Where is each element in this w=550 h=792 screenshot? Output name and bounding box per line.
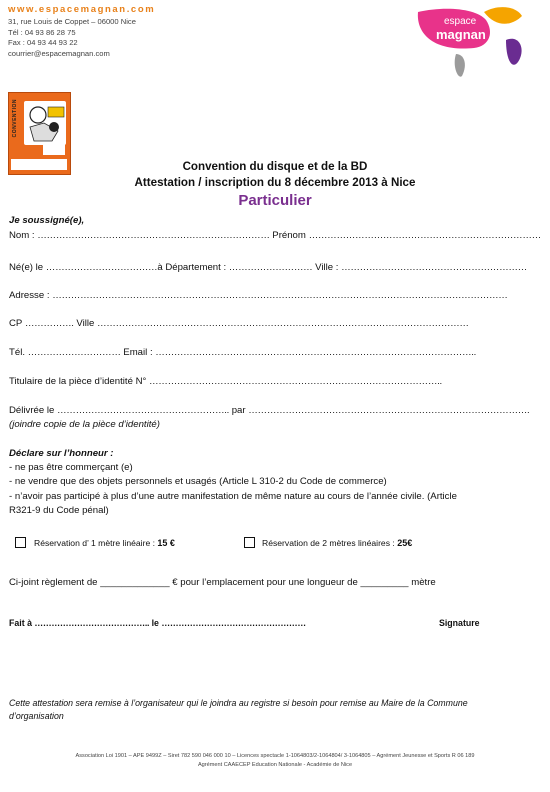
adresse-label: Adresse : [9,290,53,301]
reglement-label-2: € pour l’emplacement pour une longueur de [169,577,361,588]
departement-label: à Département : [157,262,229,273]
tel-email-row [9,347,476,358]
reservation-2m-label [262,538,412,548]
fait-a-label: Fait à [9,618,35,628]
cp-ville-field[interactable]: ………………………………………………………………………………………………………… [96,318,469,329]
email-label: Email : [120,347,156,358]
reservation-1m-checkbox[interactable] [15,537,26,548]
logo-gray-drop [455,54,465,77]
reservation-1m-label [34,538,175,548]
declare-heading: Déclare sur l’honneur : [9,448,114,459]
website-url[interactable]: www.espacemagnan.com [8,4,156,15]
nom-field[interactable]: ………………………………………………………………… [37,230,270,241]
doc-subtitle: Attestation / inscription du 8 décembre 2013 à Nice [134,176,416,189]
delivree-row [9,405,529,416]
reglement-row [9,577,436,588]
departement-field[interactable]: ……………………… [228,262,313,273]
je-soussigne-heading: Je soussigné(e), [9,215,85,226]
fait-a-field[interactable]: ………………………………….. [34,618,150,628]
honneur-item: - n’avoir pas participé à plus d’une autre manifestation de même nature au cours de l’année civile. (Article [9,491,457,502]
tel-text: Tél : 04 93 86 28 75 [8,27,76,37]
ville-label: Ville : [312,262,342,273]
naissance-row [9,262,527,273]
adresse-row [9,290,508,301]
piece-identite-field[interactable]: ………………………………………………………………………………….. [149,376,442,387]
tel-field[interactable]: ………………………… [27,347,121,358]
logo-wordmark [420,13,486,47]
reservation-1m-price: 15 € [157,538,175,548]
address-text: 31, rue Louis de Coppet – 06000 Nice [8,17,136,26]
honneur-item: - ne vendre que des objets personnels et usagés (Article L 310-2 du Code de commerce) [9,476,387,487]
contact-block [8,17,136,59]
reglement-label: Ci-joint règlement de [9,577,101,588]
poster-drawing [24,101,66,145]
notice-text: d’organisation [9,711,64,721]
fait-le-field[interactable]: …………………………………………… [161,618,306,628]
adresse-field[interactable]: ………………………………………………………………………………………………………………………………… [52,290,508,301]
prenom-field[interactable]: ………………………………………………………………… [308,230,541,241]
reservation-2m-text: Réservation de 2 mètres linéaires : [262,538,398,548]
ville-field[interactable]: …………………………………………………… [341,262,527,273]
date-naissance-field[interactable]: ……………………………… [45,262,158,273]
cp-ville-label: Ville [73,318,97,329]
longueur-field[interactable]: _________ [360,577,409,588]
doc-category: Particulier [238,192,312,209]
doc-title: Convention du disque et de la BD [182,160,368,173]
honneur-item: - ne pas être commerçant (e) [9,462,133,473]
prenom-label: Prénom [269,230,309,241]
cp-label: CP [9,318,25,329]
signature-label: Signature [439,618,480,628]
logo-line2: magnan [436,27,486,42]
poster-illustration [24,101,66,145]
footer-line2: Agrément CAAECEP Education Nationale - Académie de Nice [197,762,353,768]
logo-orange-leaf [484,7,522,24]
delivree-date-field[interactable]: ……………………………………………….. [57,405,230,416]
nele-label: Né(e) le [9,262,46,273]
reglement-label-3: mètre [408,577,436,588]
cp-ville-row [9,318,469,329]
poster-side-text: CONVENTION [12,99,18,138]
reservation-2m-checkbox[interactable] [244,537,255,548]
piece-identite-row [9,376,442,387]
reservation-1m-text: Réservation d’ 1 mètre linéaire : [34,538,158,548]
joindre-note: (joindre copie de la pièce d’identité) [9,419,160,430]
poster-date-box [43,143,65,155]
email-text[interactable]: courrier@espacemagnan.com [8,48,110,58]
logo-purple-drop [506,39,522,65]
footer-line1: Association Loi 1901 – APE 9499Z – Siret 782 590 046 000 10 – Licences spectacle 1-1064803/2-1064804/ 3-1064805 – Agrément Jeunesse et Sports R 06 189 [75,753,475,759]
par-label: par [229,405,249,416]
email-field[interactable]: ………………………………………………………………………………………….. [155,347,477,358]
nom-prenom-row [9,230,541,241]
cp-field[interactable]: ……………. [24,318,74,329]
delivree-label: Délivrée le [9,405,57,416]
tel-label: Tél. [9,347,28,358]
le-label: le [149,618,162,628]
logo-line1: espace [444,16,477,27]
nom-label: Nom : [9,230,38,241]
espace-magnan-logo [414,4,528,82]
titulaire-label: Titulaire de la pièce d’identité N° [9,376,149,387]
reglement-amount-field[interactable]: _____________ [100,577,170,588]
fait-le-row [9,618,306,628]
notice-text: Cette attestation sera remise à l’organisateur qui le joindra au registre si besoin pour remise au Maire de la Commune [9,698,468,708]
honneur-item: R321-9 du Code pénal) [9,505,109,516]
fax-text: Fax : 04 93 44 93 22 [8,38,78,48]
delivree-par-field[interactable]: ………………………………………………………………………………. [248,405,530,416]
footer-legal [0,752,550,770]
reservation-2m-price: 25€ [397,538,413,548]
